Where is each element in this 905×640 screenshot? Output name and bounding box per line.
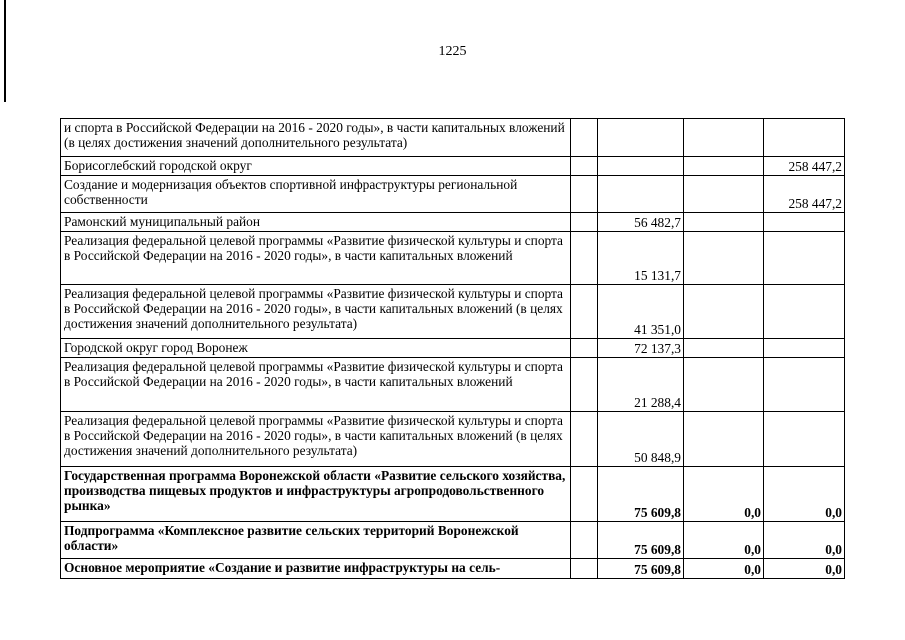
row-spacer-cell (571, 339, 598, 358)
row-value-col3: 258 447,2 (764, 176, 845, 213)
row-name-cell: Реализация федеральной целевой программы «Развитие физической культуры и спорта в Российской Федерации на 2016 - 2020 годы», в части капитальных вложений (61, 232, 571, 285)
table-row (61, 213, 845, 232)
row-value-col1: 56 482,7 (598, 213, 684, 232)
page-number: 1225 (438, 44, 467, 59)
row-value-col2 (684, 339, 764, 358)
row-name-cell: Государственная программа Воронежской области «Развитие сельского хозяйства, производства пищевых продуктов и инфраструктуры агропродовольственного рынка» (61, 467, 571, 522)
row-value-col2: 0,0 (684, 522, 764, 559)
row-name-cell: Рамонский муниципальный район (61, 213, 571, 232)
table-row (61, 358, 845, 412)
row-value-col2 (684, 232, 764, 285)
row-value-col2 (684, 119, 764, 157)
row-name-cell: Подпрограмма «Комплексное развитие сельских территорий Воронежской области» (61, 522, 571, 559)
row-value-col1: 50 848,9 (598, 412, 684, 467)
row-name-cell: Реализация федеральной целевой программы «Развитие физической культуры и спорта в Российской Федерации на 2016 - 2020 годы», в части капитальных вложений (61, 358, 571, 412)
row-value-col1: 21 288,4 (598, 358, 684, 412)
row-name-cell: и спорта в Российской Федерации на 2016 - 2020 годы», в части капитальных вложений (в целях достижения значений дополнительного результата) (61, 119, 571, 157)
row-value-col1 (598, 119, 684, 157)
table-row (61, 467, 845, 522)
row-value-col2 (684, 213, 764, 232)
table-row (61, 412, 845, 467)
table-row (61, 285, 845, 339)
row-value-col1: 75 609,8 (598, 559, 684, 579)
table-row (61, 157, 845, 176)
row-spacer-cell (571, 232, 598, 285)
row-name-cell: Борисоглебский городской округ (61, 157, 571, 176)
row-value-col3: 0,0 (764, 467, 845, 522)
table-row (61, 522, 845, 559)
table-row (61, 339, 845, 358)
table-row (61, 232, 845, 285)
row-spacer-cell (571, 467, 598, 522)
row-value-col3 (764, 213, 845, 232)
budget-table (60, 118, 845, 579)
row-value-col3 (764, 358, 845, 412)
row-name-cell: Городской округ город Воронеж (61, 339, 571, 358)
row-value-col3 (764, 119, 845, 157)
row-value-col3: 0,0 (764, 559, 845, 579)
row-value-col2 (684, 157, 764, 176)
row-value-col1: 41 351,0 (598, 285, 684, 339)
row-value-col1 (598, 176, 684, 213)
row-value-col2 (684, 285, 764, 339)
row-spacer-cell (571, 522, 598, 559)
row-value-col2: 0,0 (684, 559, 764, 579)
row-spacer-cell (571, 285, 598, 339)
table-row (61, 176, 845, 213)
row-value-col1: 75 609,8 (598, 522, 684, 559)
row-value-col3 (764, 339, 845, 358)
row-spacer-cell (571, 412, 598, 467)
row-name-cell: Реализация федеральной целевой программы «Развитие физической культуры и спорта в Российской Федерации на 2016 - 2020 годы», в части капитальных вложений (в целях достижения значений дополнительного результата) (61, 285, 571, 339)
table-row (61, 559, 845, 579)
row-value-col2 (684, 176, 764, 213)
row-name-cell: Основное мероприятие «Создание и развитие инфраструктуры на сель- (61, 559, 571, 579)
table-body (61, 119, 845, 579)
row-value-col3: 0,0 (764, 522, 845, 559)
row-value-col2 (684, 412, 764, 467)
row-value-col2 (684, 358, 764, 412)
row-value-col2: 0,0 (684, 467, 764, 522)
row-value-col3 (764, 232, 845, 285)
row-spacer-cell (571, 119, 598, 157)
row-spacer-cell (571, 176, 598, 213)
row-value-col1: 15 131,7 (598, 232, 684, 285)
table-row (61, 119, 845, 157)
row-spacer-cell (571, 358, 598, 412)
row-value-col1: 75 609,8 (598, 467, 684, 522)
row-value-col3: 258 447,2 (764, 157, 845, 176)
row-spacer-cell (571, 559, 598, 579)
row-value-col1 (598, 157, 684, 176)
row-value-col1: 72 137,3 (598, 339, 684, 358)
row-name-cell: Реализация федеральной целевой программы «Развитие физической культуры и спорта в Российской Федерации на 2016 - 2020 годы», в части капитальных вложений (в целях достижения значений дополнительного результата) (61, 412, 571, 467)
row-value-col3 (764, 412, 845, 467)
row-spacer-cell (571, 213, 598, 232)
row-name-cell: Создание и модернизация объектов спортивной инфраструктуры региональной собственности (61, 176, 571, 213)
row-value-col3 (764, 285, 845, 339)
row-spacer-cell (571, 157, 598, 176)
